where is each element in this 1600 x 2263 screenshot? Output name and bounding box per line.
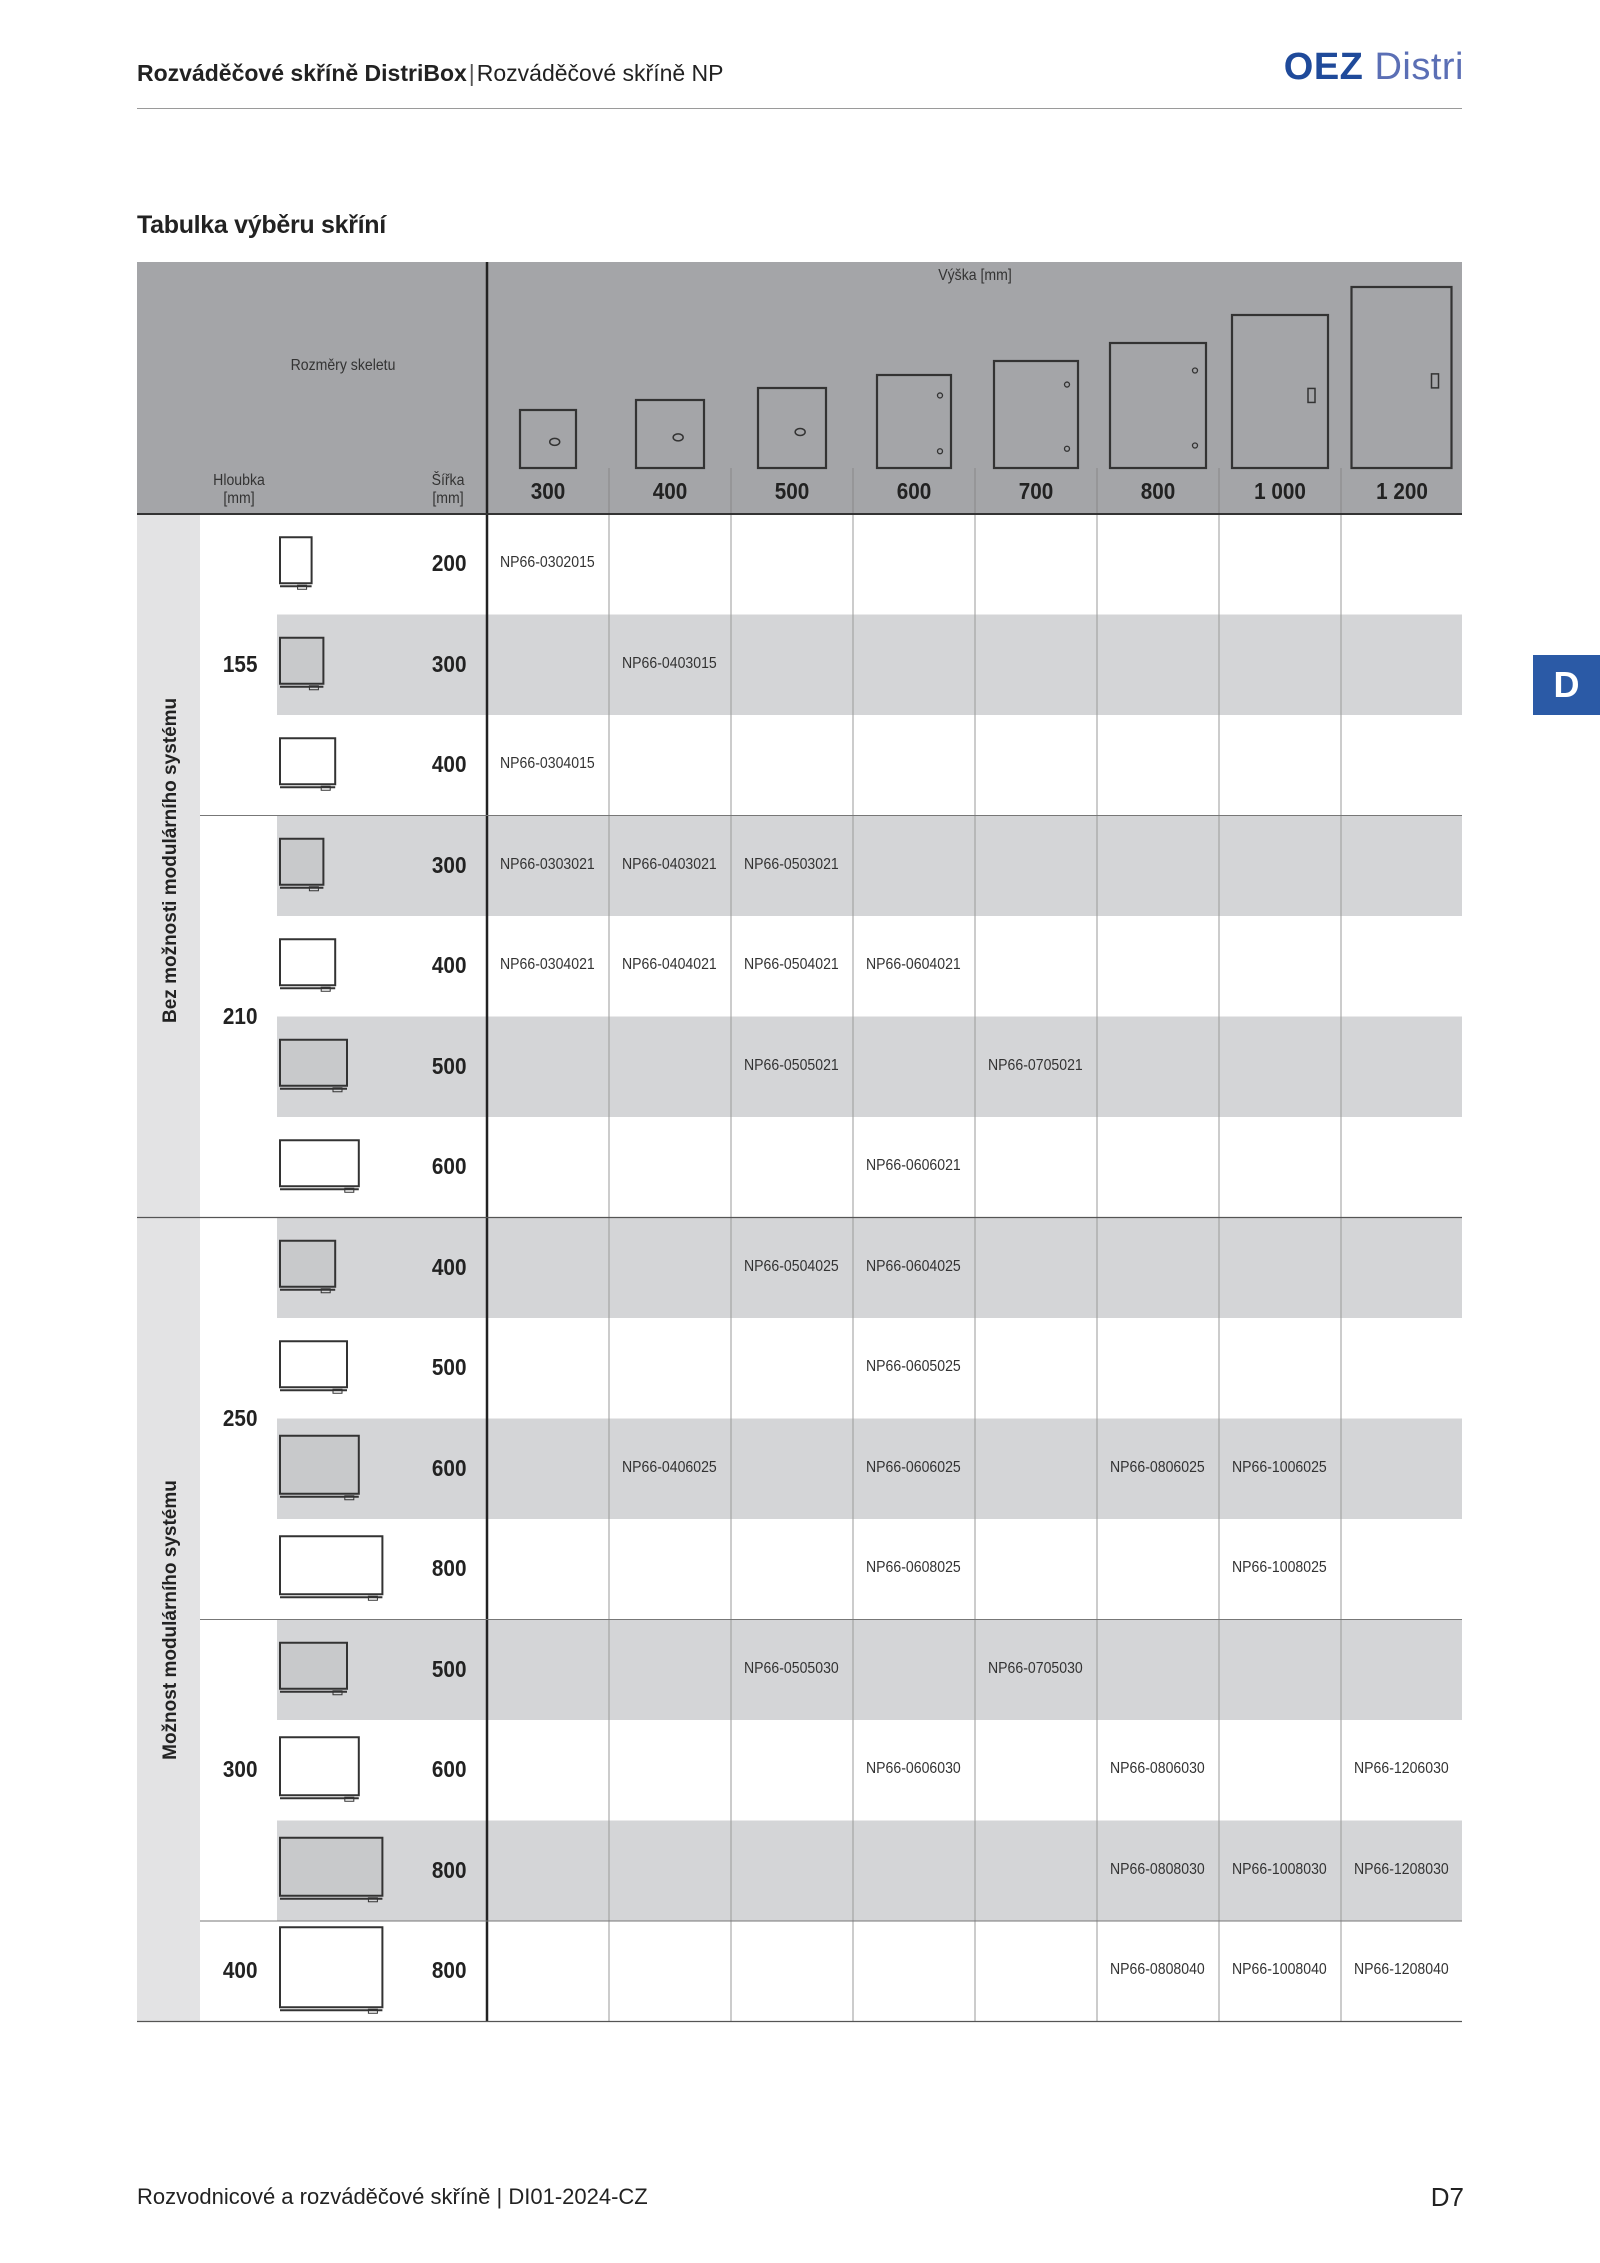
width-value: 500 [431, 1052, 467, 1079]
product-code: NP66-0302015 [500, 554, 595, 572]
product-code: NP66-1008025 [1232, 1559, 1327, 1577]
width-value: 200 [431, 550, 467, 577]
product-code: NP66-0406025 [622, 1458, 717, 1476]
depth-value: 250 [222, 1404, 258, 1431]
width-value: 600 [431, 1153, 467, 1180]
header-title-main: Rozváděčové skříně DistriBox [137, 60, 467, 86]
height-column-label: 1 000 [1254, 478, 1306, 504]
product-code: NP66-0403021 [622, 855, 717, 873]
height-column-label: 300 [530, 478, 566, 504]
product-code: NP66-0503021 [744, 855, 839, 873]
product-code: NP66-0303021 [500, 855, 595, 873]
logo-main: OEZ [1283, 46, 1364, 88]
cabinet-top-icon [280, 537, 312, 583]
product-code: NP66-0808030 [1110, 1860, 1205, 1878]
height-column-label: 700 [1018, 478, 1054, 504]
cabinet-top-icon [280, 1737, 359, 1795]
width-value: 800 [431, 1555, 467, 1582]
product-code: NP66-0504025 [744, 1257, 839, 1275]
depth-value: 155 [222, 650, 258, 677]
product-code: NP66-0705030 [988, 1659, 1083, 1677]
cabinet-top-icon [280, 1040, 347, 1086]
cabinet-top-icon [280, 1536, 382, 1594]
product-code: NP66-0403015 [622, 654, 717, 672]
product-code: NP66-1208040 [1354, 1961, 1449, 1979]
frame-label: Rozměry skeletu [290, 357, 396, 374]
depth-header [204, 472, 274, 508]
product-code: NP66-1006025 [1232, 1458, 1327, 1476]
cabinet-top-icon [280, 638, 323, 684]
product-code: NP66-1008030 [1232, 1860, 1327, 1878]
depth-value: 400 [222, 1957, 258, 1984]
width-header [419, 472, 477, 508]
height-column-label: 1 200 [1376, 478, 1428, 504]
width-value: 400 [431, 1253, 467, 1280]
width-value: 800 [431, 1957, 467, 1984]
product-code: NP66-0605025 [866, 1358, 961, 1376]
product-code: NP66-0604021 [866, 956, 961, 974]
depth-value: 210 [222, 1002, 258, 1029]
height-column-label: 400 [652, 478, 688, 504]
width-value: 600 [431, 1454, 467, 1481]
cabinet-top-icon [280, 1341, 347, 1387]
height-column-label: 500 [774, 478, 810, 504]
product-code: NP66-1008040 [1232, 1961, 1327, 1979]
height-column-label: 800 [1140, 478, 1176, 504]
depth-header-line2: [mm] [223, 490, 255, 507]
cabinet-top-icon [280, 1927, 382, 2007]
product-code: NP66-0806025 [1110, 1458, 1205, 1476]
product-code: NP66-0304021 [500, 956, 595, 974]
product-code: NP66-0505021 [744, 1056, 839, 1074]
width-value: 500 [431, 1655, 467, 1682]
section-title: Tabulka výběru skříní [137, 211, 386, 239]
product-code: NP66-0606021 [866, 1157, 961, 1175]
cabinet-top-icon [280, 839, 323, 885]
header-separator: | [468, 60, 475, 86]
product-code: NP66-0504021 [744, 956, 839, 974]
chapter-tab: D [1533, 655, 1600, 715]
cabinet-top-icon [280, 939, 335, 985]
header-title-sub: Rozváděčové skříně NP [476, 60, 724, 86]
height-column-label: 600 [896, 478, 932, 504]
product-code: NP66-0806030 [1110, 1760, 1205, 1778]
depth-value: 300 [222, 1756, 258, 1783]
width-value: 600 [431, 1756, 467, 1783]
width-value: 300 [431, 650, 467, 677]
page-number: D7 [1430, 2182, 1464, 2212]
width-value: 800 [431, 1856, 467, 1883]
cabinet-top-icon [280, 738, 335, 784]
width-value: 500 [431, 1354, 467, 1381]
footer-text: Rozvodnicové a rozváděčové skříně | DI01-2024-CZ [137, 2184, 648, 2209]
product-code: NP66-0608025 [866, 1559, 961, 1577]
depth-header-line1: Hloubka [213, 472, 265, 489]
product-code: NP66-0606025 [866, 1458, 961, 1476]
product-code: NP66-0606030 [866, 1760, 961, 1778]
group-label-no-modular: Bez možnosti modulárního systému [160, 697, 181, 1023]
product-code: NP66-0404021 [622, 956, 717, 974]
cabinet-top-icon [280, 1838, 382, 1896]
width-header-line1: Šířka [431, 472, 465, 489]
product-code: NP66-0304015 [500, 755, 595, 773]
cabinet-top-icon [280, 1140, 359, 1186]
product-code: NP66-0604025 [866, 1257, 961, 1275]
cabinet-top-icon [280, 1643, 347, 1689]
height-label: Výška [mm] [938, 267, 1012, 284]
product-code: NP66-1206030 [1354, 1760, 1449, 1778]
product-code: NP66-0505030 [744, 1659, 839, 1677]
group-label-modular: Možnost modulárního systému [160, 1480, 181, 1760]
product-code: NP66-0808040 [1110, 1961, 1205, 1979]
width-value: 400 [431, 751, 467, 778]
product-code: NP66-0705021 [988, 1056, 1083, 1074]
width-value: 300 [431, 851, 467, 878]
cabinet-top-icon [280, 1241, 335, 1287]
cabinet-top-icon [280, 1436, 359, 1494]
width-header-line2: [mm] [432, 490, 464, 507]
width-value: 400 [431, 952, 467, 979]
product-code: NP66-1208030 [1354, 1860, 1449, 1878]
logo-sub: Distri [1374, 46, 1464, 88]
